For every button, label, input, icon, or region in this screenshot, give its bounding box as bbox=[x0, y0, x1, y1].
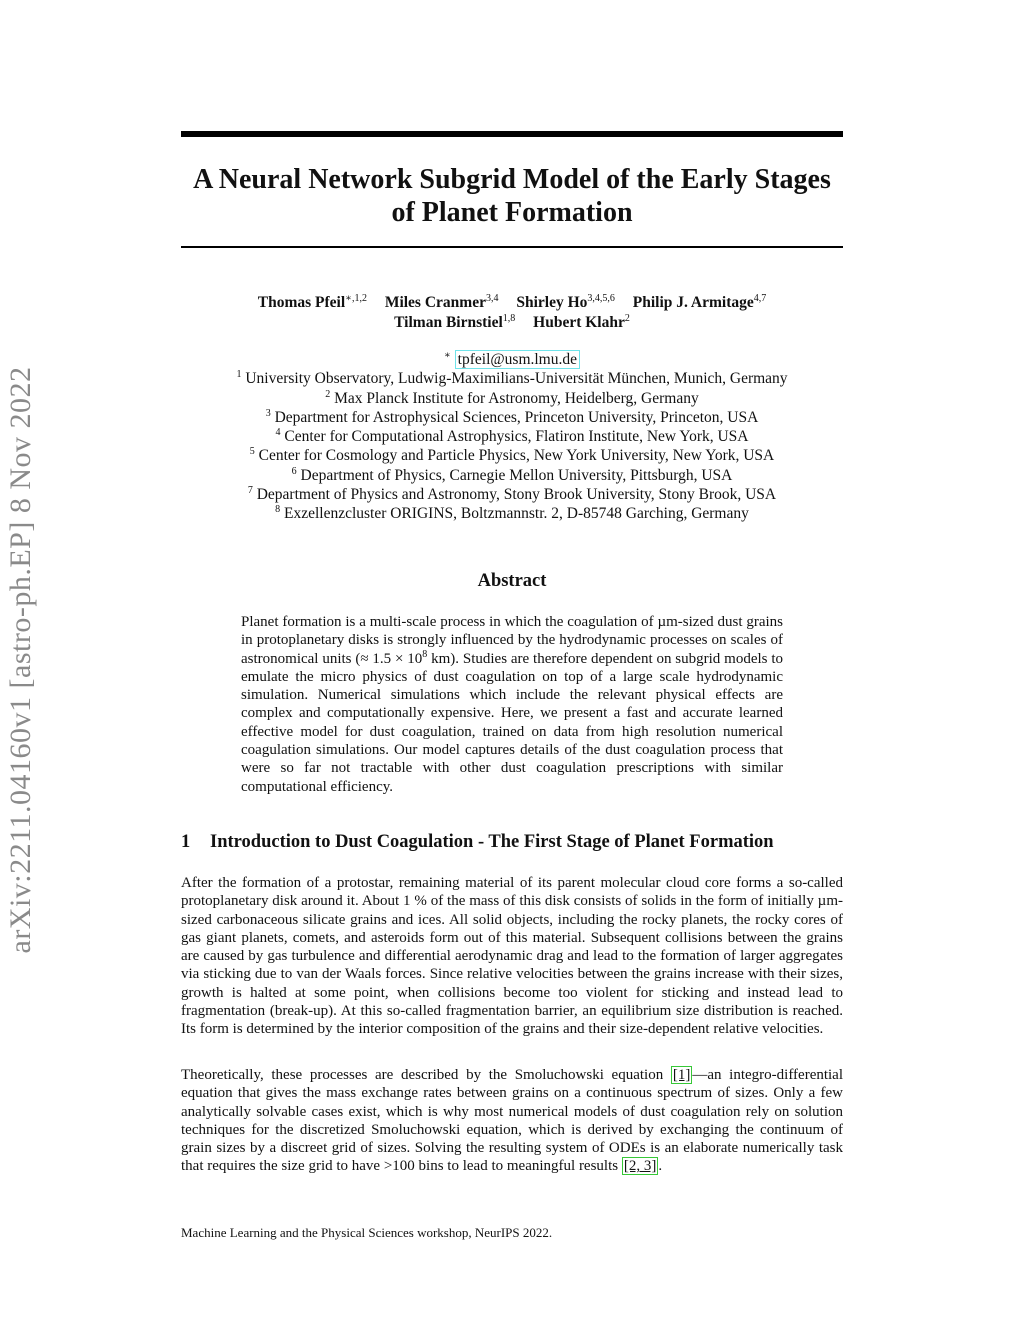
affiliation: $^1$ University Observatory, Ludwig-Maximilians-Universität München, Munich, Germany bbox=[236, 369, 788, 388]
abstract-text: Planet formation is a multi-scale process in which the coagulation of µm-sized dust grains in protoplanetary disks is strongly influenced by the hydrodynamic processes on scales of astronomical units (≈ $1.5 \times 10^8$ km). Studies are therefore dependent on subgrid models to emulate the micro physics of dust coagulation on top of a large scale hydrodynamic simulation. Numerical simulations which include the relevant physical effects are complex and computationally expensive. Here, we present a fast and accurate learned effective model for dust coagulation, trained on data from high resolution numerical coagulation simulations. Our model captures details of the dust coagulation process that were so far not tractable with other dust coagulation prescriptions with similar computational efficiency. bbox=[241, 614, 783, 795]
title-line-1: A Neural Network Subgrid Model of the Early Stages bbox=[193, 164, 831, 195]
author: Shirley Ho$^{3,4,5,6}$ bbox=[516, 293, 615, 311]
author-list bbox=[181, 293, 843, 333]
title-line-2: of Planet Formation bbox=[391, 197, 633, 228]
section-number: 1 bbox=[181, 832, 191, 852]
body-paragraph-1: After the formation of a protostar, remaining material of its parent molecular cloud core forms a so-called protoplanetary disk around it. About 1 % of the mass of this disk consists of solids in the form of initially µm-sized carbonaceous silicate grains and ices. All solid objects, including the rocky planets, the rocky cores of gas giant planets, comets, and asteroids form out of this material. Subsequent collisions between the grains are caused by gas turbulence and differential aerodynamic drag and lead to the formation of larger aggregates via sticking due to van der Waals forces. Since relative velocities between the grains increase with their sizes, growth is halted at some point, when collisions become too violent for sticking and instead lead to fragmentation (break-up). At this so-called fragmentation barrier, an equilibrium size distribution is reached. Its form is determined by the interior composition of the grains and their size-dependent relative velocities. bbox=[181, 875, 843, 1038]
affiliation: $^3$ Department for Astrophysical Sciences, Princeton University, Princeton, USA bbox=[265, 407, 759, 426]
affiliation: $^7$ Department of Physics and Astronomy, Stony Brook University, Stony Brook, USA bbox=[247, 485, 777, 504]
section-title: Introduction to Dust Coagulation - The First Stage of Planet Formation bbox=[210, 832, 774, 852]
arxiv-id: arXiv:2211.04160v1 [astro-ph.EP] 8 Nov 2022 bbox=[4, 366, 37, 954]
citation-link[interactable]: [1] bbox=[672, 1067, 691, 1083]
email-link[interactable]: tpfeil@usm.lmu.de bbox=[455, 350, 580, 369]
paper-title bbox=[181, 163, 843, 229]
affiliation: $^4$ Center for Computational Astrophysics, Flatiron Institute, New York, USA bbox=[275, 427, 749, 446]
section-heading bbox=[181, 831, 843, 853]
footnote-venue: Machine Learning and the Physical Sciences workshop, NeurIPS 2022. bbox=[181, 1225, 553, 1240]
author-row-2 bbox=[181, 313, 843, 333]
affiliation: $^8$ Exzellenzcluster ORIGINS, Boltzmannstr. 2, D-85748 Garching, Germany bbox=[275, 504, 749, 523]
citation-link[interactable]: [2, 3] bbox=[623, 1158, 657, 1175]
author: Miles Cranmer$^{3,4}$ bbox=[384, 293, 499, 311]
affiliations bbox=[181, 350, 843, 524]
affiliation: $^5$ Center for Cosmology and Particle Physics, New York University, New York, USA bbox=[249, 446, 775, 465]
author: Hubert Klahr$^2$ bbox=[533, 313, 630, 331]
author: Tilman Birnstiel$^{1,8}$ bbox=[394, 313, 516, 331]
abstract-heading: Abstract bbox=[477, 571, 547, 591]
email-line: ∗ tpfeil@usm.lmu.de bbox=[181, 350, 843, 369]
author-row-1 bbox=[181, 293, 843, 313]
title-rule-bottom bbox=[181, 246, 843, 248]
title-rule-top bbox=[181, 131, 843, 137]
author: Thomas Pfeil$^{∗,1,2}$ bbox=[257, 293, 367, 311]
affiliation: $^6$ Department of Physics, Carnegie Mellon University, Pittsburgh, USA bbox=[291, 465, 733, 484]
affiliation: $^2$ Max Planck Institute for Astronomy, Heidelberg, Germany bbox=[325, 388, 699, 407]
author: Philip J. Armitage$^{4,7}$ bbox=[632, 293, 767, 311]
body-paragraph-2: Theoretically, these processes are described by the Smoluchowski equation [1] —an integro-differential equation that gives the mass exchange rates between grains on a continuous spectrum of sizes. Only a few analytically solvable cases exist, which is why most numerical models of dust coagulation rely on solution techniques for the discretized Smoluchowski equation, which is derived by exchanging the continuum of grain sizes by a discreet grid of sizes. Solving the resulting system of ODEs is an elaborate numerically task that requires the size grid to have >100 bins to lead to meaningful results [2, 3] . bbox=[181, 1067, 844, 1175]
